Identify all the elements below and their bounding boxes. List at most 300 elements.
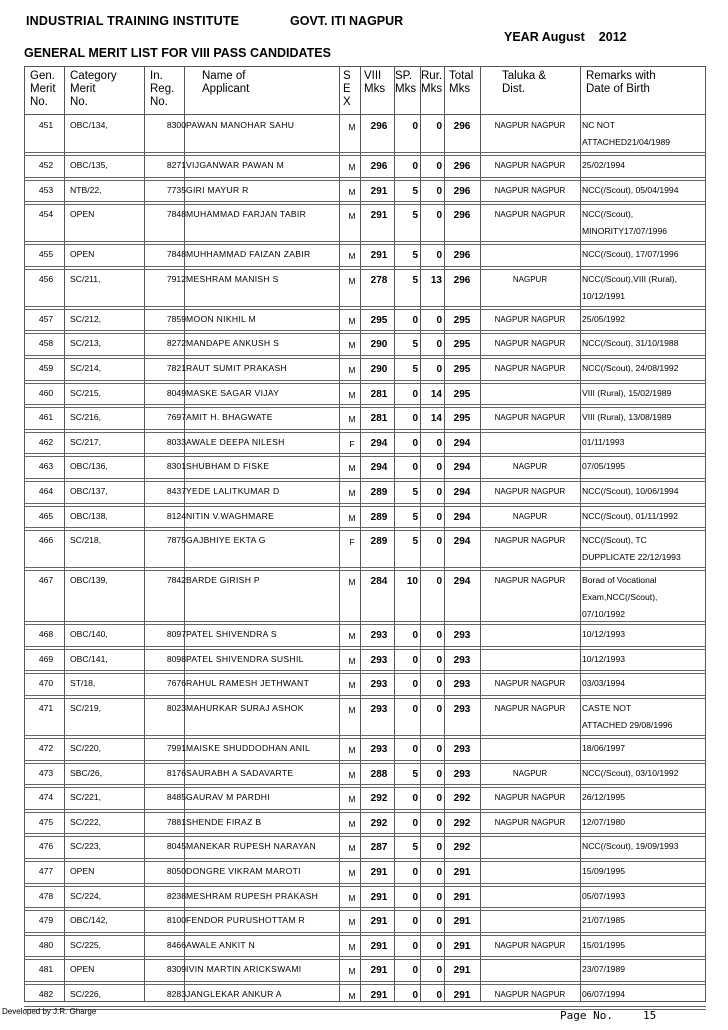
sex-cell: M [348,794,356,805]
reg-no-cell: 8100 [166,915,186,926]
reg-no-cell: 8023 [166,703,186,713]
remarks-cell: 03/03/1994 [582,678,626,689]
applicant-name-cell: MESHRAM RUPESH PRAKASH [186,890,319,901]
total-marks-cell: 292 [453,793,471,805]
taluka-cell: NAGPUR NAGPUR [494,536,566,546]
category-cell: SC/222, [70,816,102,827]
reg-no-cell: 8466 [166,939,186,950]
applicant-name-cell: AMIT H. BHAGWATE [186,412,273,423]
remarks-cell: 01/11/1993 [582,436,625,447]
sp-marks-cell: 5 [412,364,418,375]
rural-marks-cell: 0 [436,364,442,375]
reg-no-cell: 8271 [166,160,186,170]
sp-marks-cell: 0 [412,744,418,755]
applicant-name-cell: MUHHAMMAD FAIZAN ZABIR [186,249,311,260]
page-label: Page No. [560,1009,613,1022]
category-cell: OBC/141, [70,653,108,664]
table-row [24,433,706,458]
remarks-cell: 25/02/1994 [582,160,626,170]
sp-marks-cell: 0 [412,388,418,400]
rural-marks-cell: 13 [430,274,442,286]
remarks-cell: VIII (Rural), 15/02/1989 [582,387,672,398]
taluka-cell: NAGPUR NAGPUR [494,940,566,950]
list-title: GENERAL MERIT LIST FOR VIII PASS CANDIDATES [24,46,331,60]
category-cell: OPEN [70,964,95,975]
reg-no-cell: 7848 [166,249,186,260]
rural-marks-cell: 0 [436,314,442,326]
table-row [24,764,706,789]
applicant-name-cell: PATEL SHIVENDRA SUSHIL [186,653,304,664]
category-cell: OBC/135, [70,160,108,170]
reg-no-cell: 7912 [166,273,186,284]
reg-no-cell: 7991 [166,743,186,753]
viii-marks-cell: 291 [370,250,388,262]
sp-marks-cell: 0 [412,704,418,715]
sp-marks-cell: 0 [412,990,418,1001]
reg-no-cell: 8485 [166,792,186,803]
remarks-cell: 12/07/1980 [582,816,626,827]
merit-no-cell: 455 [38,249,54,260]
viii-marks-cell: 295 [370,314,388,326]
viii-marks-cell: 293 [370,704,388,715]
rural-marks-cell: 0 [436,842,442,854]
total-marks-cell: 295 [453,413,471,425]
merit-no-cell: 464 [38,486,54,496]
applicant-name-cell: SHUBHAM D FISKE [186,461,270,472]
applicant-name-cell: MANEKAR RUPESH NARAYAN [186,841,316,852]
category-cell: OBC/136, [70,461,108,472]
rural-marks-cell: 0 [436,817,442,829]
sex-cell: M [348,512,356,523]
category-cell: OPEN [70,866,95,876]
institute-title: INDUSTRIAL TRAINING INSTITUTE [26,14,240,28]
taluka-cell: NAGPUR [512,768,548,778]
applicant-name-cell: GIRI MAYUR R [186,184,249,195]
rural-marks-cell: 0 [436,916,442,928]
sex-cell: M [348,488,356,498]
merit-no-cell: 457 [38,313,54,324]
sp-marks-cell: 0 [412,940,418,952]
reg-no-cell: 8124 [166,510,186,521]
total-marks-cell: 295 [453,339,471,351]
total-marks-cell: 293 [453,768,471,780]
sp-marks-cell: 0 [412,314,418,326]
reg-no-cell: 8097 [166,629,186,640]
sp-marks-cell: 0 [412,121,418,132]
taluka-cell: NAGPUR NAGPUR [494,364,566,373]
table-row [24,625,706,650]
table-row [24,813,706,838]
category-cell: SC/219, [70,703,102,713]
taluka-cell: NAGPUR NAGPUR [494,487,566,496]
rural-marks-cell: 0 [436,630,442,642]
total-marks-cell: 293 [453,704,471,715]
table-row [24,788,706,813]
table-row [24,334,706,359]
total-marks-cell: 296 [453,210,471,222]
total-marks-cell: 294 [453,511,471,523]
sp-marks-cell: 0 [412,867,418,878]
merit-no-cell: 477 [38,866,54,876]
category-cell: SC/225, [70,939,102,950]
remarks-cell: Borad of Vocational Exam,NCC(/Scout), 07/10/1992 [582,575,658,620]
table-row [24,245,706,270]
taluka-cell: NAGPUR NAGPUR [494,679,566,689]
applicant-name-cell: IVIN MARTIN ARICKSWAMI [186,964,302,975]
viii-marks-cell: 278 [370,274,388,286]
table-row [24,650,706,675]
sex-cell: F [349,537,355,548]
viii-marks-cell: 296 [370,121,388,132]
rural-marks-cell: 0 [436,210,442,222]
merit-no-cell: 456 [38,273,54,284]
category-cell: SC/215, [70,387,102,398]
sex-cell: M [348,631,356,642]
table-row [24,571,706,625]
sex-cell: M [348,186,356,197]
sp-marks-cell: 5 [412,511,418,523]
table-row [24,674,706,699]
remarks-cell: NC NOT ATTACHED21/04/1989 [582,120,671,147]
total-marks-cell: 292 [453,817,471,829]
remarks-cell: 06/07/1994 [582,989,626,999]
rural-marks-cell: 0 [436,161,442,172]
remarks-cell: 18/06/1997 [582,743,626,753]
table-row [24,457,706,482]
total-marks-cell: 294 [453,462,471,474]
col-head-viii-marks: VIII Mks [364,70,386,95]
category-cell: ST/18, [70,678,96,689]
total-marks-cell: 291 [453,940,471,952]
remarks-cell: CASTE NOT ATTACHED 29/08/1996 [582,703,673,730]
sex-cell: M [348,315,356,326]
category-cell: SC/211, [70,273,101,284]
taluka-cell: NAGPUR NAGPUR [494,817,566,827]
reg-no-cell: 7735 [166,184,186,195]
total-marks-cell: 296 [453,161,471,172]
viii-marks-cell: 291 [370,210,388,222]
table-row [24,985,706,1010]
remarks-cell: 26/12/1995 [582,792,626,803]
rural-marks-cell: 14 [430,413,442,425]
total-marks-cell: 291 [453,990,471,1001]
rural-marks-cell: 0 [436,990,442,1001]
remarks-cell: NCC(/Scout), 03/10/1992 [582,767,679,778]
col-head-remarks: Remarks with Date of Birth [586,70,656,95]
reg-no-cell: 8301 [166,461,186,472]
taluka-cell: NAGPUR NAGPUR [494,121,566,130]
sp-marks-cell: 5 [412,339,418,351]
rural-marks-cell: 0 [436,250,442,262]
reg-no-cell: 7821 [166,363,186,373]
sex-cell: M [348,769,356,780]
table-row [24,270,706,310]
merit-no-cell: 460 [38,387,54,398]
total-marks-cell: 293 [453,654,471,666]
viii-marks-cell: 293 [370,630,388,642]
sp-marks-cell: 0 [412,161,418,172]
sp-marks-cell: 0 [412,437,418,449]
applicant-name-cell: RAHUL RAMESH JETHWANT [186,678,310,689]
category-cell: SC/214, [70,363,102,373]
category-cell: SC/218, [70,535,102,546]
sex-cell: M [348,991,356,1001]
viii-marks-cell: 291 [370,940,388,952]
reg-no-cell: 8300 [166,120,186,130]
table-row [24,116,706,156]
remarks-cell: NCC(/Scout), 31/10/1988 [582,338,679,349]
merit-no-cell: 451 [38,120,54,130]
remarks-cell: NCC(/Scout), MINORITY17/07/1996 [582,209,668,237]
sex-cell: M [348,843,356,854]
remarks-cell: NCC(/Scout), TC DUPPLICATE 22/12/1993 [582,535,681,563]
taluka-cell: NAGPUR NAGPUR [494,990,566,999]
category-cell: OBC/140, [70,629,108,640]
rural-marks-cell: 0 [436,704,442,715]
sp-marks-cell: 5 [412,536,418,548]
merit-no-cell: 481 [38,964,54,975]
viii-marks-cell: 284 [370,576,388,588]
applicant-name-cell: SAURABH A SADAVARTE [186,767,294,778]
viii-marks-cell: 293 [370,654,388,666]
sp-marks-cell: 0 [412,462,418,474]
sp-marks-cell: 0 [412,630,418,642]
rural-marks-cell: 0 [436,891,442,903]
taluka-cell: NAGPUR NAGPUR [494,210,566,220]
category-cell: OBC/138, [70,510,108,521]
taluka-cell: NAGPUR NAGPUR [494,413,566,423]
merit-no-cell: 463 [38,461,54,472]
reg-no-cell: 8272 [166,338,186,349]
category-cell: SC/221, [70,792,102,803]
reg-no-cell: 7875 [166,535,186,546]
rural-marks-cell: 0 [436,965,442,977]
viii-marks-cell: 289 [370,536,388,548]
taluka-cell: NAGPUR NAGPUR [494,704,566,713]
sex-cell: M [348,966,356,977]
sp-marks-cell: 0 [412,916,418,928]
merit-no-cell: 470 [38,678,54,689]
applicant-name-cell: PAWAN MANOHAR SAHU [186,120,295,130]
merit-no-cell: 467 [38,575,54,586]
rural-marks-cell: 0 [436,339,442,351]
total-marks-cell: 291 [453,965,471,977]
applicant-name-cell: DONGRE VIKRAM MAROTI [186,866,301,876]
viii-marks-cell: 290 [370,339,388,351]
sex-cell: M [348,463,356,474]
taluka-cell: NAGPUR [512,511,548,521]
sp-marks-cell: 0 [412,654,418,666]
category-cell: SC/216, [70,412,102,423]
category-cell: SC/226, [70,989,102,999]
applicant-name-cell: MANDAPE ANKUSH S [186,338,280,349]
remarks-cell: 05/07/1993 [582,890,626,901]
year-label: YEAR August [504,30,585,44]
table-row [24,862,706,887]
merit-no-cell: 454 [38,209,54,220]
applicant-name-cell: PATEL SHIVENDRA S [186,629,277,640]
sex-cell: M [348,162,356,172]
applicant-name-cell: YEDE LALITKUMAR D [186,486,280,496]
rural-marks-cell: 0 [436,487,442,498]
remarks-cell: NCC(/Scout), 17/07/1996 [582,249,679,260]
viii-marks-cell: 294 [370,437,388,449]
table-row [24,310,706,335]
remarks-cell: 25/05/1992 [582,313,626,324]
reg-no-cell: 8033 [166,436,186,447]
table-row [24,911,706,936]
reg-no-cell: 7842 [166,575,186,586]
merit-no-cell: 472 [38,743,54,753]
col-head-reg-no: In. Reg. No. [150,70,175,108]
page-number [560,1009,656,1022]
reg-no-cell: 8437 [166,486,186,496]
total-marks-cell: 292 [453,842,471,854]
total-marks-cell: 296 [453,121,471,132]
year-line [504,30,627,44]
sp-marks-cell: 5 [412,210,418,222]
col-head-category: Category Merit No. [70,70,117,108]
total-marks-cell: 291 [453,891,471,903]
total-marks-cell: 293 [453,630,471,642]
merit-no-cell: 458 [38,338,54,349]
remarks-cell: NCC(/Scout), 19/09/1993 [582,841,679,852]
taluka-cell: NAGPUR [512,462,548,472]
merit-no-cell: 468 [38,629,54,640]
remarks-cell: VIII (Rural), 13/08/1989 [582,412,672,423]
sp-marks-cell: 5 [412,250,418,262]
taluka-cell: NAGPUR [512,274,548,284]
total-marks-cell: 296 [453,185,471,197]
applicant-name-cell: JANGLEKAR ANKUR A [186,989,282,999]
rural-marks-cell: 0 [436,867,442,878]
total-marks-cell: 291 [453,867,471,878]
sp-marks-cell: 10 [406,576,418,588]
taluka-cell: NAGPUR NAGPUR [494,339,566,349]
reg-no-cell: 8238 [166,890,186,901]
table-row [24,156,706,181]
sex-cell: M [348,122,356,132]
sp-marks-cell: 0 [412,965,418,977]
applicant-name-cell: AWALE DEEPA NILESH [186,436,285,447]
viii-marks-cell: 291 [370,891,388,903]
applicant-name-cell: MASKE SAGAR VIJAY [186,387,280,398]
sp-marks-cell: 0 [412,817,418,829]
category-cell: SC/224, [70,890,102,901]
reg-no-cell: 8049 [166,387,186,398]
merit-no-cell: 471 [38,703,54,713]
applicant-name-cell: SHENDE FIRAZ B [186,816,262,827]
sex-cell: M [348,340,356,351]
reg-no-cell: 8045 [166,841,186,852]
table-row [24,205,706,245]
total-marks-cell: 296 [453,274,471,286]
rural-marks-cell: 0 [436,437,442,449]
govt-title: GOVT. ITI NAGPUR [290,14,404,28]
col-head-taluka: Taluka & Dist. [502,70,547,95]
viii-marks-cell: 281 [370,413,388,425]
reg-no-cell: 8098 [166,653,186,664]
total-marks-cell: 294 [453,437,471,449]
taluka-cell: NAGPUR NAGPUR [494,314,566,324]
sex-cell: M [348,941,356,952]
merit-no-cell: 459 [38,363,54,373]
category-cell: OPEN [70,249,95,260]
sp-marks-cell: 0 [412,891,418,903]
rural-marks-cell: 14 [430,388,442,400]
total-marks-cell: 294 [453,487,471,498]
reg-no-cell: 7848 [166,209,186,220]
merit-no-cell: 452 [38,160,54,170]
sex-cell: M [348,655,356,666]
rural-marks-cell: 0 [436,576,442,588]
merit-no-cell: 473 [38,767,54,778]
sex-cell: M [348,251,356,262]
applicant-name-cell: MESHRAM MANISH S [186,273,279,284]
rural-marks-cell: 0 [436,185,442,197]
reg-no-cell: 7881 [166,816,186,827]
remarks-cell: 10/12/1993 [582,629,626,640]
merit-no-cell: 479 [38,915,54,926]
taluka-cell: NAGPUR NAGPUR [494,185,566,195]
table-row [24,960,706,985]
viii-marks-cell: 292 [370,793,388,805]
total-marks-cell: 295 [453,314,471,326]
remarks-cell: 15/01/1995 [582,939,626,950]
col-head-sex: S E X [343,70,351,108]
viii-marks-cell: 293 [370,744,388,755]
sp-marks-cell: 5 [412,274,418,286]
applicant-name-cell: VIJGANWAR PAWAN M [186,160,285,170]
col-head-rural-marks: Rur. Mks [421,70,443,95]
col-head-sp-marks: SP. Mks [395,70,417,95]
category-cell: OBC/134, [70,120,108,130]
rural-marks-cell: 0 [436,121,442,132]
col-head-gen-merit: Gen. Merit No. [30,70,56,108]
sex-cell: M [348,745,356,755]
col-head-name: Name of Applicant [202,70,250,95]
reg-no-cell: 7697 [166,412,186,423]
table-row [24,482,706,507]
category-cell: SC/212, [70,313,102,324]
merit-no-cell: 469 [38,653,54,664]
merit-no-cell: 462 [38,436,54,447]
header-bottom-border [24,114,706,115]
total-marks-cell: 293 [453,744,471,755]
year-value: 2012 [598,30,627,44]
viii-marks-cell: 291 [370,990,388,1001]
sp-marks-cell: 5 [412,768,418,780]
remarks-cell: 23/07/1989 [582,964,626,975]
total-marks-cell: 294 [453,576,471,588]
category-cell: SBC/26, [70,767,103,778]
applicant-name-cell: BARDE GIRISH P [186,575,260,586]
rural-marks-cell: 0 [436,511,442,523]
reg-no-cell: 8176 [166,767,186,778]
viii-marks-cell: 289 [370,511,388,523]
category-cell: OBC/137, [70,486,108,496]
total-marks-cell: 296 [453,250,471,262]
merit-no-cell: 482 [38,989,54,999]
category-cell: OBC/142, [70,915,108,926]
merit-no-cell: 474 [38,792,54,803]
reg-no-cell: 8309 [166,964,186,975]
sex-cell: M [348,365,356,375]
table-row [24,699,706,739]
sp-marks-cell: 5 [412,842,418,854]
taluka-cell: NAGPUR NAGPUR [494,793,566,803]
merit-no-cell: 476 [38,841,54,852]
